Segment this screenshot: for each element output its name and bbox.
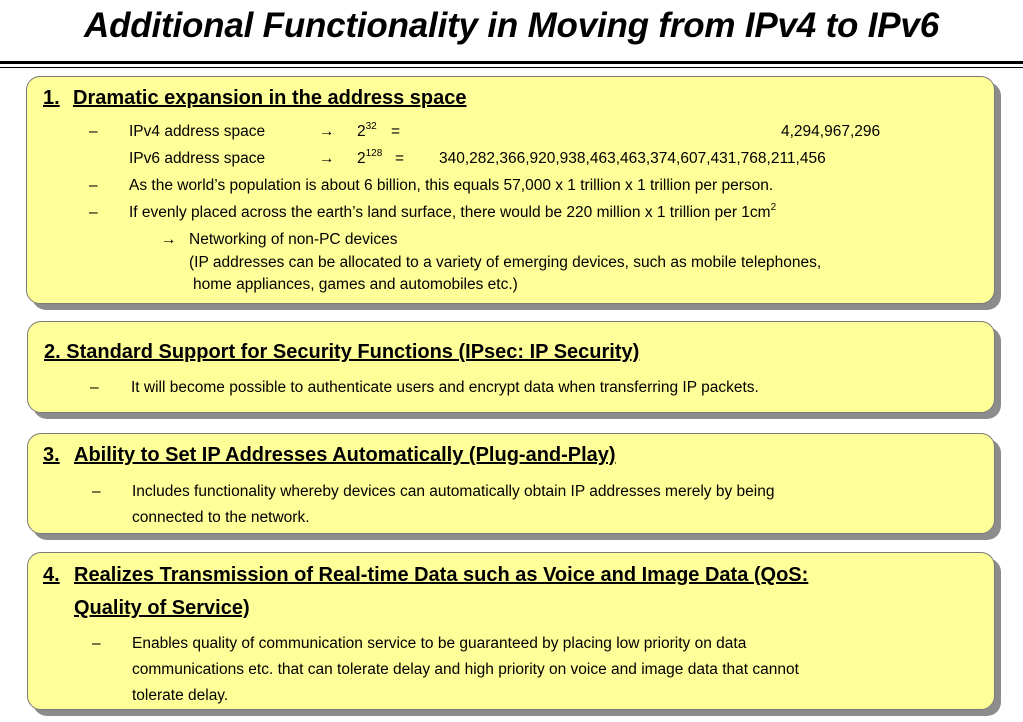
bullet-dash: – (92, 483, 101, 500)
section-4-number: 4. (43, 564, 60, 586)
title-divider-thick (0, 61, 1023, 64)
bullet-dash: – (89, 177, 98, 194)
bullet-dash: – (90, 379, 99, 396)
section-4-heading-line-1: Realizes Transmission of Real-time Data such as Voice and Image Data (QoS: (74, 564, 809, 586)
section-3-bullet-line-1: Includes functionality whereby devices can automatically obtain IP addresses merely by being (132, 483, 775, 500)
surface-bullet (129, 204, 776, 222)
arrow-icon: → (319, 123, 335, 140)
ipv4-exponent: 32 (365, 121, 377, 132)
ipv6-value: 340,282,366,920,938,463,463,374,607,431,768,211,456 (439, 150, 826, 167)
ipv6-label: IPv6 address space (129, 150, 266, 167)
ipv4-equals: = (391, 123, 401, 140)
section-2-panel (27, 321, 995, 413)
section-1-panel (26, 76, 995, 304)
section-4-heading-line-2: Quality of Service) (74, 597, 250, 619)
ipv6-power (357, 150, 382, 168)
section-1-number: 1. (43, 87, 60, 109)
section-4-bullet-line-1: Enables quality of communication service to be guaranteed by placing low priority on data (132, 635, 747, 652)
section-4-bullet-line-3: tolerate delay. (132, 687, 229, 704)
title-divider-thin (0, 67, 1023, 68)
ipv6-equals: = (395, 150, 405, 167)
section-2-heading: 2. Standard Support for Security Functions (IPsec: IP Security) (44, 341, 640, 363)
section-1-heading: Dramatic expansion in the address space (73, 87, 467, 109)
ipv6-exponent: 128 (365, 148, 383, 159)
sub-bullet-line-2: home appliances, games and automobiles etc.) (193, 276, 518, 293)
section-3-heading: Ability to Set IP Addresses Automatically (Plug-and-Play) (74, 444, 616, 466)
ipv4-power (357, 123, 377, 141)
surface-bullet-text: If evenly placed across the earth’s land surface, there would be 220 million x 1 trillion per 1cm (129, 204, 771, 221)
section-3-panel (27, 433, 995, 534)
surface-bullet-exponent: 2 (770, 202, 777, 213)
sub-bullet-title: Networking of non-PC devices (189, 231, 398, 248)
bullet-dash: – (89, 204, 98, 221)
slide-title: Additional Functionality in Moving from IPv4 to IPv6 (84, 6, 939, 45)
bullet-dash: – (92, 635, 101, 652)
section-3-bullet-line-2: connected to the network. (132, 509, 310, 526)
sub-bullet-line-1: (IP addresses can be allocated to a variety of emerging devices, such as mobile telephones, (189, 254, 822, 271)
section-4-bullet-line-2: communications etc. that can tolerate delay and high priority on voice and image data that cannot (132, 661, 799, 678)
section-2-bullet: It will become possible to authenticate users and encrypt data when transferring IP packets. (131, 379, 759, 396)
ipv4-base: 2 (357, 123, 366, 140)
ipv6-base: 2 (357, 150, 366, 167)
arrow-icon: → (161, 231, 177, 248)
population-bullet: As the world’s population is about 6 billion, this equals 57,000 x 1 trillion x 1 trillion per person. (129, 177, 774, 194)
section-3-number: 3. (43, 444, 60, 466)
section-4-panel (27, 552, 995, 710)
ipv4-value: 4,294,967,296 (781, 123, 881, 140)
arrow-icon: → (319, 150, 335, 167)
bullet-dash: – (89, 123, 98, 140)
ipv4-label: IPv4 address space (129, 123, 266, 140)
